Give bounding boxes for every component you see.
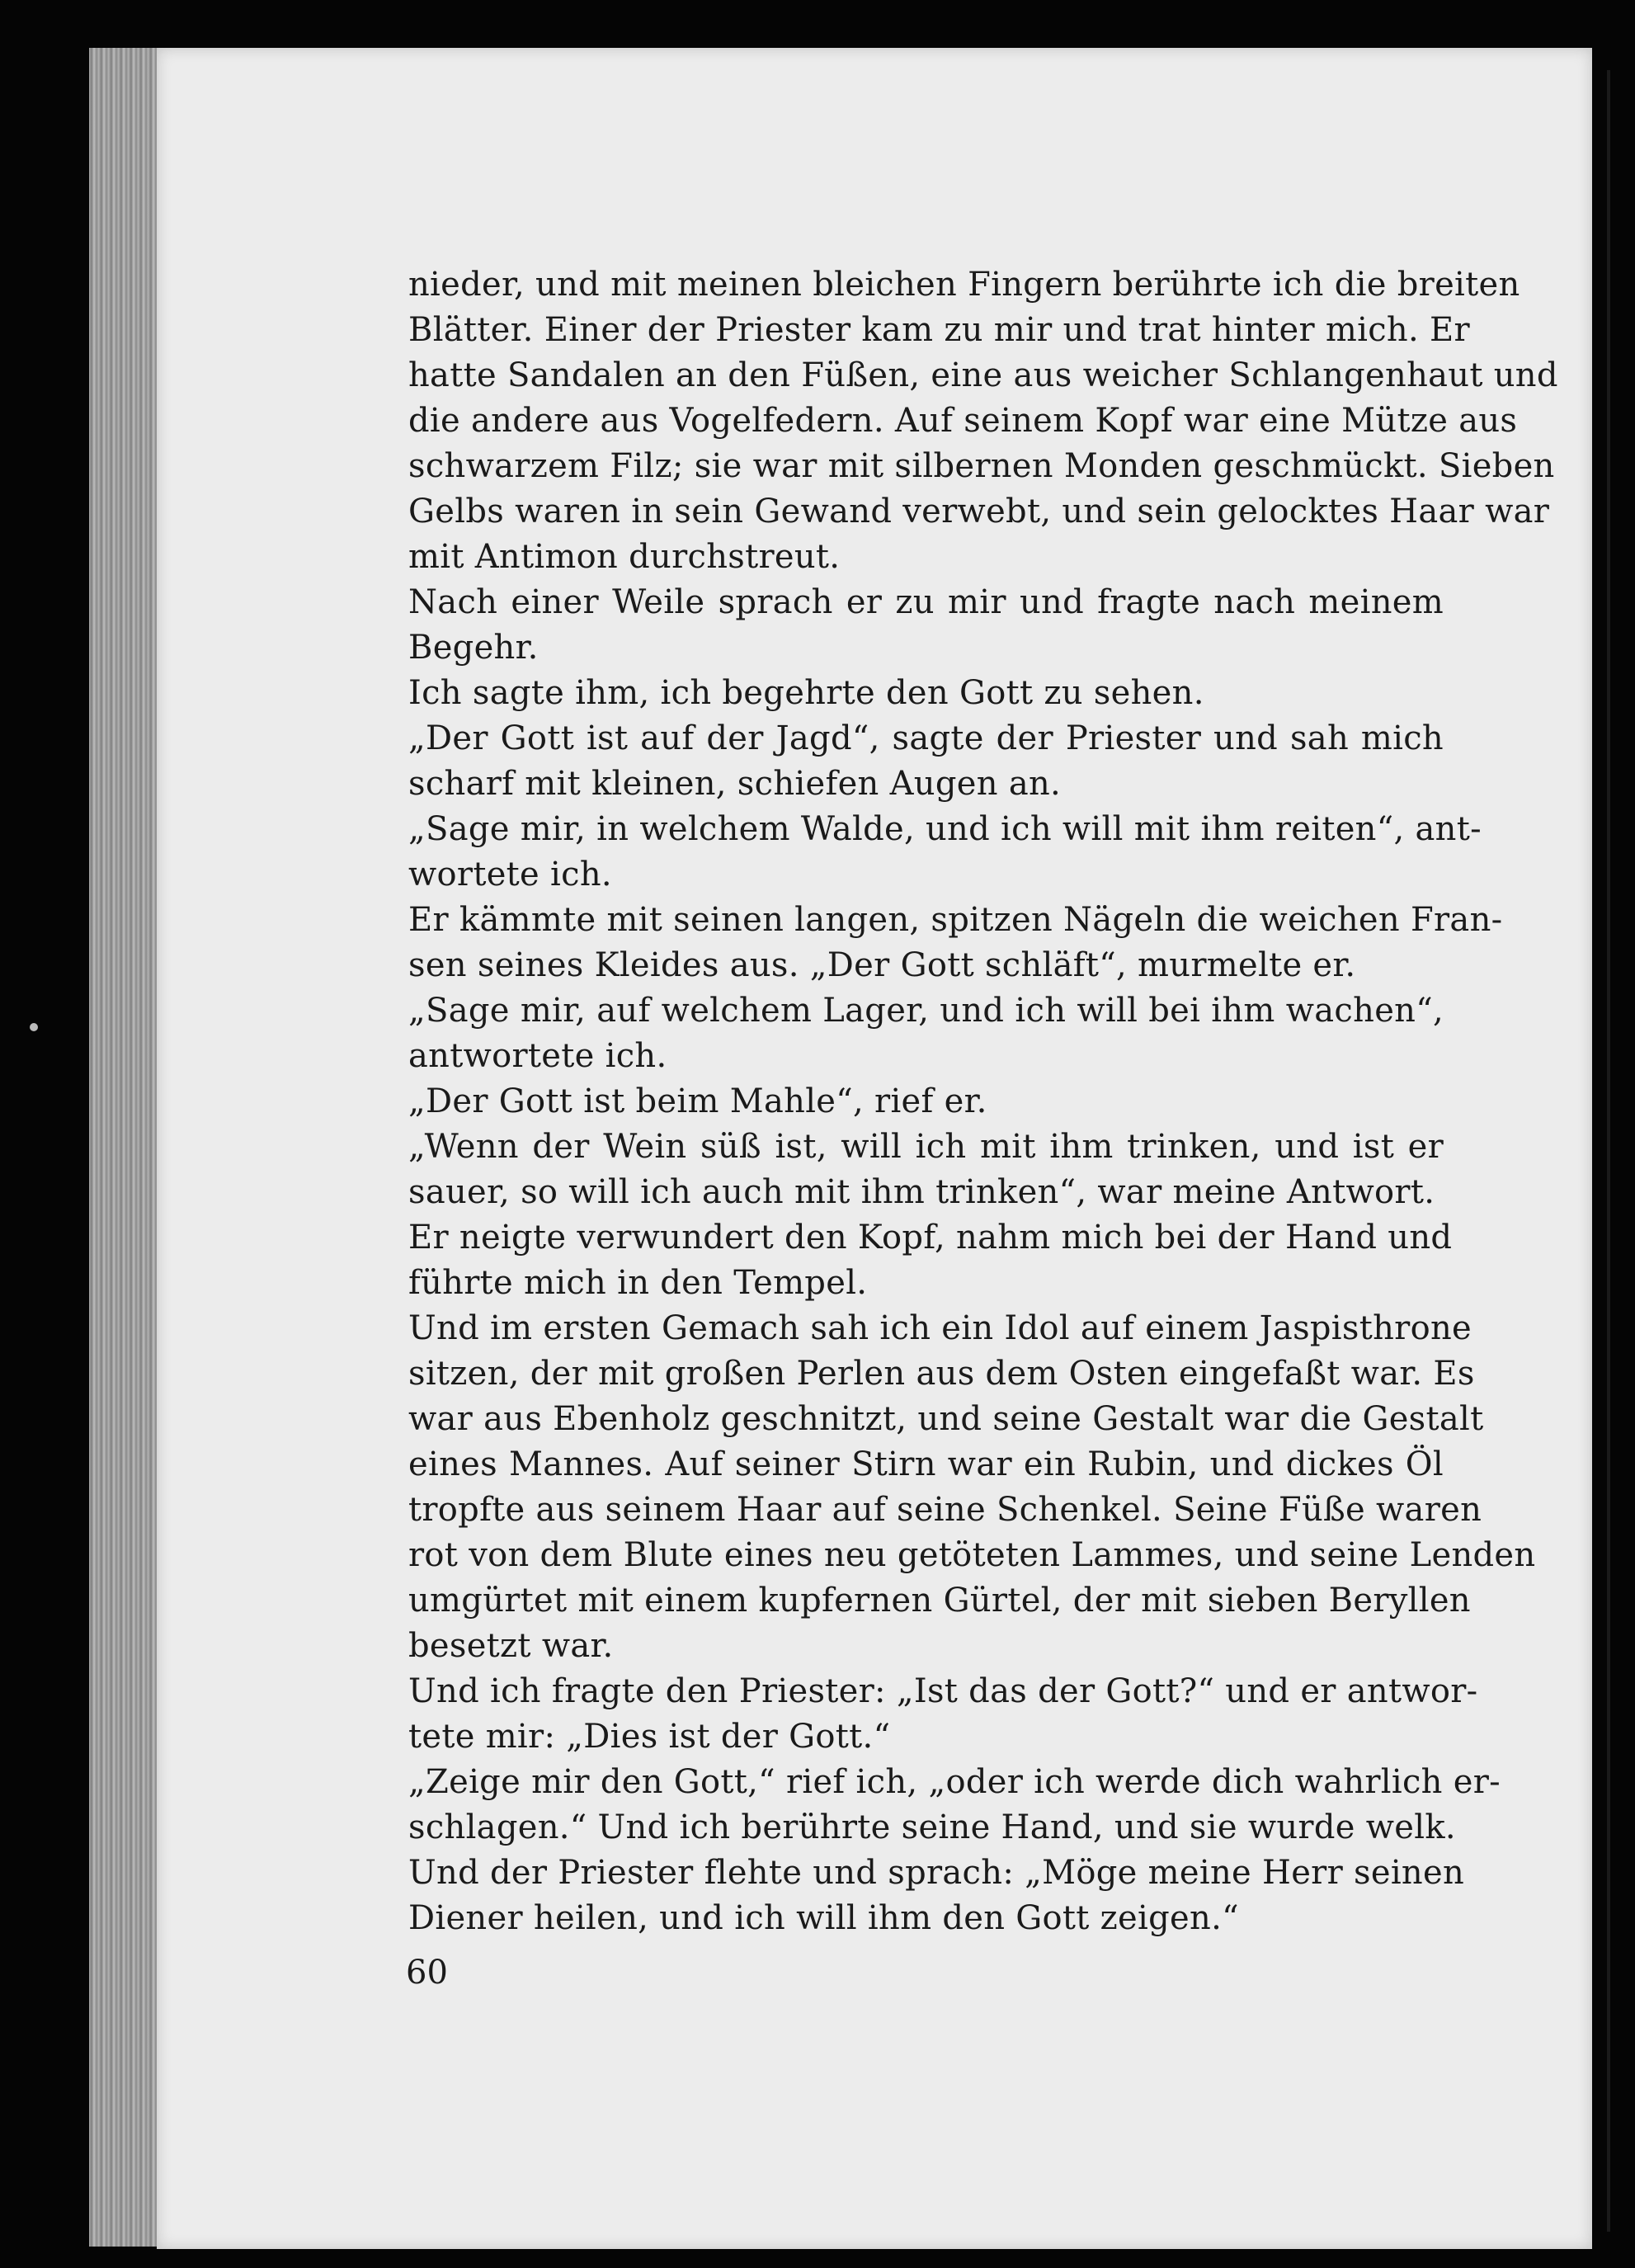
text-line: umgürtet mit einem kupfernen Gürtel, der mit sieben Beryllen (408, 1582, 1471, 1620)
text-line: „Sage mir, auf welchem Lager, und ich will bei ihm wachen“, (408, 992, 1444, 1030)
text-line: war aus Ebenholz geschnitzt, und seine Gestalt war die Gestalt (408, 1400, 1484, 1438)
text-line: Gelbs waren in sein Gewand verwebt, und sein gelocktes Haar war (408, 493, 1550, 530)
text-line: Nach einer Weile sprach er zu mir und fragte nach meinem (408, 583, 1444, 621)
body-text (408, 262, 1558, 1941)
text-line: sitzen, der mit großen Perlen aus dem Osten eingefaßt war. Es (408, 1355, 1475, 1393)
text-line: Er kämmte mit seinen langen, spitzen Nägeln die weichen Fran- (408, 901, 1503, 939)
text-line: Begehr. (408, 629, 539, 667)
text-line: antwortete ich. (408, 1037, 667, 1075)
text-line: besetzt war. (408, 1627, 614, 1665)
text-line: tete mir: „Dies ist der Gott.“ (408, 1718, 891, 1756)
text-line: die andere aus Vogelfedern. Auf seinem Kopf war eine Mütze aus (408, 402, 1518, 440)
text-line: Er neigte verwundert den Kopf, nahm mich bei der Hand und (408, 1219, 1453, 1257)
text-line: sauer, so will ich auch mit ihm trinken“, war meine Antwort. (408, 1173, 1435, 1211)
text-line: hatte Sandalen an den Füßen, eine aus weicher Schlangenhaut und (408, 356, 1558, 394)
text-line: schlagen.“ Und ich berührte seine Hand, und sie wurde welk. (408, 1808, 1456, 1846)
page-number: 60 (406, 1954, 448, 1992)
text-line: mit Antimon durchstreut. (408, 538, 841, 576)
text-line: „Sage mir, in welchem Walde, und ich will mit ihm reiten“, ant- (408, 810, 1482, 848)
right-page-edge (1607, 70, 1610, 2232)
text-line: „Der Gott ist beim Mahle“, rief er. (408, 1082, 987, 1120)
text-line: Und der Priester flehte und sprach: „Möge meine Herr seinen (408, 1854, 1465, 1892)
text-line: eines Mannes. Auf seiner Stirn war ein Rubin, und dickes Öl (408, 1445, 1444, 1483)
text-line: tropfte aus seinem Haar auf seine Schenkel. Seine Füße waren (408, 1491, 1482, 1529)
text-line: Ich sagte ihm, ich begehrte den Gott zu sehen. (408, 674, 1204, 712)
text-line: Und ich fragte den Priester: „Ist das der Gott?“ und er antwor- (408, 1672, 1478, 1710)
scan-smudge (30, 1023, 38, 1031)
text-line: Blätter. Einer der Priester kam zu mir und trat hinter mich. Er (408, 311, 1470, 349)
text-line: sen seines Kleides aus. „Der Gott schläft“, murmelte er. (408, 946, 1356, 984)
text-line: wortete ich. (408, 856, 612, 894)
text-line: rot von dem Blute eines neu getöteten Lammes, und seine Lenden (408, 1536, 1536, 1574)
text-line: scharf mit kleinen, schiefen Augen an. (408, 765, 1062, 803)
text-line: nieder, und mit meinen bleichen Fingern berührte ich die breiten (408, 266, 1520, 304)
text-line: schwarzem Filz; sie war mit silbernen Monden geschmückt. Sieben (408, 447, 1555, 485)
text-line: Diener heilen, und ich will ihm den Gott zeigen.“ (408, 1899, 1239, 1937)
text-line: „Wenn der Wein süß ist, will ich mit ihm trinken, und ist er (408, 1128, 1444, 1166)
text-line: Und im ersten Gemach sah ich ein Idol auf einem Jaspisthrone (408, 1309, 1472, 1347)
text-line: „Der Gott ist auf der Jagd“, sagte der Priester und sah mich (408, 719, 1444, 757)
text-line: „Zeige mir den Gott,“ rief ich, „oder ich werde dich wahrlich er- (408, 1763, 1501, 1801)
text-line: führte mich in den Tempel. (408, 1264, 868, 1302)
